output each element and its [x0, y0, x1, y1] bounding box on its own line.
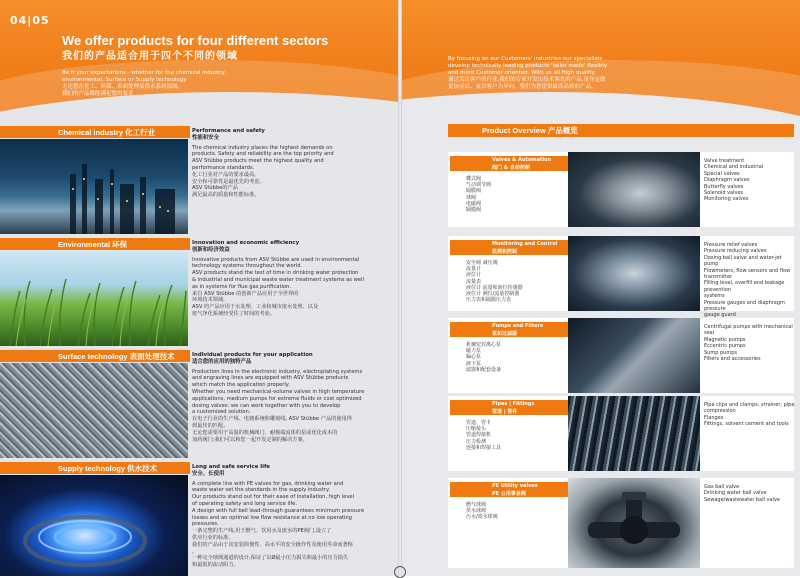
intro-line: and more Customer oriented. With us all High quality. [448, 70, 596, 76]
body-line: Whether you need mechanical-volume valves in high temperature [192, 388, 365, 395]
body-line: 。 [192, 548, 198, 555]
subtitle-line: Be it your expectations - whether for the chemical industry, [62, 70, 227, 76]
header-subtitle [62, 70, 372, 98]
section-heading-en: Performance and safety [192, 128, 265, 134]
body-line: losses and an optimal low flow resistance at no low operating [192, 514, 352, 521]
environmental-text [192, 240, 392, 318]
product-item: Chemical and industrial [704, 164, 764, 171]
category-item: 供水球阀 [466, 508, 487, 515]
pe-valve-illustration [568, 478, 700, 568]
page-title-en: We offer products for four different sectors [62, 33, 329, 48]
body-line: 一种完全球阀通道的设计,保证了以Ø最小压力损失和最小的压力损失 [192, 555, 349, 562]
pump-image [568, 318, 700, 393]
page-number: 04|05 [10, 14, 50, 27]
category-item: 安全阀 减压阀 [466, 260, 498, 266]
section-heading-en: Innovation and economic efficiency [192, 240, 300, 246]
product-overview-bar [448, 124, 794, 137]
section-bar-surface [0, 350, 190, 362]
section-heading-cn: 创新和经济效益 [192, 246, 230, 253]
category-item: 管道焊接机 [466, 432, 492, 439]
left-page [0, 0, 400, 576]
section-heading-cn: 安全、长使用 [192, 470, 225, 477]
category-cn-list [466, 502, 566, 521]
product-item: Pressure relief valves [704, 242, 758, 248]
pipes-image [568, 396, 700, 471]
body-line: a customized solution. [192, 409, 251, 416]
category-item: 隔膜阀 [466, 207, 482, 214]
section-heading-en: Individual products for your application [192, 352, 313, 358]
category-item: 机械密封离心泵 [466, 342, 502, 348]
chemical-plant-photo [0, 139, 188, 234]
body-line: The chemical industry places the highest demands on [192, 144, 333, 151]
category-tag [450, 482, 568, 497]
category-item: 液位计 流量和液位传感器 [466, 284, 523, 291]
chemical-text [192, 128, 392, 199]
category-cn-list [466, 260, 566, 303]
body-line: ASV products stand the test of time in drinking water protection [192, 270, 359, 277]
category-cn: PE 公用事业阀 [492, 491, 526, 497]
section-label: Environmental 环保 [58, 240, 128, 249]
body-line: 我们的产品由于其安装简便性、高水平的安全操作性及使用寿命而著称 [192, 541, 353, 548]
body-line: 废气净化系统经受住了时间的考验。 [192, 310, 276, 317]
category-panel [448, 236, 568, 311]
section-label: Supply technology 供水技术 [58, 464, 158, 473]
product-item: Flanges [704, 414, 724, 421]
right-page [400, 0, 800, 576]
grass-illustration [0, 251, 188, 346]
perforated-metal-photo [0, 363, 188, 458]
product-item: Solenoid valves [704, 190, 744, 197]
intro-line: By focusing on our Customers' industries our specialists [448, 56, 603, 62]
category-tag [450, 156, 568, 171]
product-item: Special valves [704, 170, 740, 177]
product-item: systems [704, 293, 725, 300]
product-item: Filters and accessories [704, 356, 761, 363]
product-row-valves [448, 152, 794, 227]
product-item: Flowmeters, flow sensors and flow transmitter [704, 267, 791, 281]
section-bar-supply [0, 462, 190, 474]
product-item: Sump pumps [704, 349, 737, 356]
category-item: 液位计 测位/流量控制器 [466, 291, 520, 298]
body-line: 和最低的流动阻力。 [192, 562, 239, 569]
product-item: Dosing ball valve and water-jet pump [704, 254, 782, 268]
category-item: 偏心泵 [466, 354, 482, 361]
category-item: 流量表 [466, 278, 482, 285]
product-item: Fittings, solvent cement and tools [704, 421, 789, 428]
category-item: 磁力泵 [466, 348, 482, 355]
page-gutter [398, 0, 402, 576]
category-cn: 泵和过滤器 [492, 331, 518, 337]
category-panel [448, 152, 568, 227]
body-line: as in systems for flue gas purification. [192, 283, 292, 290]
product-row-monitoring [448, 236, 794, 319]
product-list [704, 402, 796, 428]
category-panel [448, 318, 568, 393]
category-en: Pumps and Filters [492, 323, 544, 329]
product-list [704, 324, 796, 362]
body-line: 化工行业对产品的要求最高。 [192, 171, 260, 178]
category-item: 滤器和配套设备 [466, 366, 502, 373]
category-item: 流量计 [466, 266, 482, 273]
section-heading-en: Long and safe service life [192, 464, 270, 470]
body-line: 来自 ASV Stübbe 的创新产品应用于全世界的 [192, 290, 299, 297]
product-item: Gas ball valve [704, 484, 740, 490]
product-item: Centrifugal pumps with mechanical seal [704, 324, 793, 337]
body-line: 安全和可靠性是最优先的考虑。 [192, 178, 265, 185]
body-line: A design with full bell lead-through guarantees minimum pressure [192, 507, 365, 514]
body-line: 供应行业的标准。 [192, 534, 234, 541]
category-panel [448, 478, 568, 568]
body-line: 满足最高的质量和性能标准。 [192, 192, 260, 199]
category-en: Monitoring and Control [492, 241, 558, 247]
category-item: 管道、管卡 [466, 420, 492, 426]
category-en: PE Utility valves [492, 483, 538, 489]
body-line: applications, medium pumps for extreme fluids or cost optimized [192, 395, 362, 402]
product-overview-label: Product Overview 产品概览 [482, 126, 578, 135]
product-item: Diaphragm valves [704, 177, 750, 184]
section-heading-cn: 性能和安全 [192, 134, 219, 141]
product-item: Butterfly valves [704, 183, 744, 190]
product-item: Pressure gauges and diaphragm pressure [704, 299, 785, 313]
body-line: 加药阀门:我们可以和您一起开发定制的解决方案。 [192, 436, 308, 443]
ball-valve-image [568, 152, 700, 227]
body-line: 到最佳的匹配。 [192, 422, 229, 429]
product-item: Eccentric pumps [704, 343, 746, 350]
category-item: 气动调节阀 [466, 182, 492, 189]
category-item: 压缩接头 [466, 426, 487, 433]
category-tag [450, 240, 568, 255]
body-line: Production lines in the electronic industry, electroplating systems [192, 368, 363, 375]
body-line: ASV Stübbe products meet the highest quality and [192, 158, 324, 165]
category-panel [448, 396, 568, 471]
category-tag [450, 322, 568, 337]
body-line: products. Safety and reliability are the top priority and [192, 151, 334, 158]
product-item: Drinking water ball valve [704, 490, 767, 497]
body-line: pressures. [192, 521, 219, 528]
product-row-pe-utility [448, 478, 794, 568]
category-cn-list [466, 342, 566, 373]
section-heading-cn: 适合您的应用的独特产品 [192, 358, 252, 365]
body-line: 环境技术领域。 [192, 297, 229, 304]
body-line: ASV Stübbe的产品 [192, 185, 238, 192]
category-item: 液位计 [466, 272, 482, 279]
body-line: ASV 的产品应用于水处理、工业和城市废水处理、以及 [192, 304, 319, 311]
product-item: gauge guard [704, 312, 736, 319]
body-line: A complete line with PE valves for gas, drinking water and [192, 480, 344, 487]
category-item: 蝶式阀 [466, 176, 482, 182]
pe-ball-valve-image [568, 478, 700, 568]
category-cn-list [466, 420, 566, 451]
subtitle-line: environmental, Surface or Supply technology [62, 77, 187, 83]
category-cn-list [466, 176, 566, 213]
body-line: waste water set the standards in the supply industry. [192, 487, 330, 494]
intro-line: 更加灵活、更以客户为导向。我们为您提供最高品质的产品。 [448, 84, 597, 90]
category-cn: 阀门 & 自动控制 [492, 165, 530, 171]
category-item: 污水/废水球阀 [466, 514, 498, 521]
body-line: performance standards. [192, 164, 255, 171]
supply-text [192, 464, 392, 569]
body-line: 无论您需要用于高温的机械阀门、耐极端流体的泵或优化成本的 [192, 429, 338, 436]
product-item: Pressure reducing valves [704, 248, 767, 255]
flowmeter-image [568, 236, 700, 311]
gas-flame-photo [0, 475, 188, 576]
body-line: 一条完整的生产线,用于燃气、饮用水及废水的PE阀门,设立了 [192, 528, 332, 535]
product-item: Valve treatment [704, 158, 745, 164]
grass-photo [0, 251, 188, 346]
body-line: Innovative products from ASV Stübbe are used in environmental [192, 256, 360, 263]
burner-illustration [0, 475, 188, 576]
category-cn: 监测和控制 [492, 249, 518, 255]
body-line: 在电子行业的生产线、电镀系统和雕刻线, ASV Stübbe 产品的使用得 [192, 416, 352, 423]
product-item: Pipe clips and clamps, strainer, pipe [704, 402, 795, 408]
product-item: Monitoring valves [704, 196, 749, 203]
category-item: 电磁阀 [466, 200, 482, 207]
category-item: 燃气球阀 [466, 502, 487, 508]
product-row-pumps [448, 318, 794, 393]
subtitle-line: 无论您在化工、环保、表面处理及供水系统领域, [62, 84, 180, 90]
category-item: 液下泵 [466, 360, 482, 367]
subtitle-line: 我们的产品都能满足您的要求 [62, 91, 134, 97]
category-item: 压力表和隔膜压力表 [466, 297, 512, 304]
body-line: & industrial and municipal waste water treatment systems as well [192, 276, 364, 283]
category-tag [450, 400, 568, 415]
product-row-pipes [448, 396, 794, 471]
page-title-cn: 我们的产品适合用于四个不同的领域 [62, 51, 238, 62]
category-cn: 管道 | 管件 [492, 409, 518, 415]
section-bar-chemical [0, 126, 190, 138]
section-bar-environmental [0, 238, 190, 250]
section-label: Surface technology 表面处理技术 [58, 352, 175, 361]
intro-line: 通过关注客户的行业,我们的专家开发出技术领先的产品,量身定做 [448, 77, 606, 83]
category-en: Valves & Automation [492, 157, 552, 163]
body-line: Our products stand out for their ease of installation, high level [192, 494, 355, 501]
category-item: 压力检测 [466, 438, 487, 445]
product-item: Sewage/wastewater ball valve [704, 496, 781, 503]
product-item: Filling level, overfill and leakage prevention [704, 280, 785, 293]
product-item: compression [704, 408, 736, 415]
product-list [704, 484, 796, 503]
registration-mark-icon [394, 566, 406, 578]
surface-text [192, 352, 392, 443]
product-list [704, 242, 796, 319]
body-line: dosing valves: we can work together with you to develop [192, 402, 341, 409]
body-line: which match the application properly. [192, 382, 290, 389]
category-en: Pipes | Fittings [492, 401, 535, 407]
body-line: of operating safety and long service life. [192, 500, 298, 507]
category-item: 球阀 [466, 194, 477, 201]
product-item: Magnetic pumps [704, 336, 746, 343]
right-intro [448, 56, 788, 91]
body-line: technology systems throughout the world. [192, 263, 303, 270]
category-item: 连接和焊接工具 [466, 444, 502, 451]
product-list [704, 158, 796, 203]
section-label: Chemical industry 化工行业 [58, 128, 156, 137]
refinery-illustration [0, 139, 188, 234]
body-line: and engraving lines are equipped with ASV Stübbe products [192, 375, 349, 382]
category-item: 隔膜阀 [466, 188, 482, 195]
intro-line: develop technically leading products 'tailor made' flexibly [448, 63, 608, 69]
